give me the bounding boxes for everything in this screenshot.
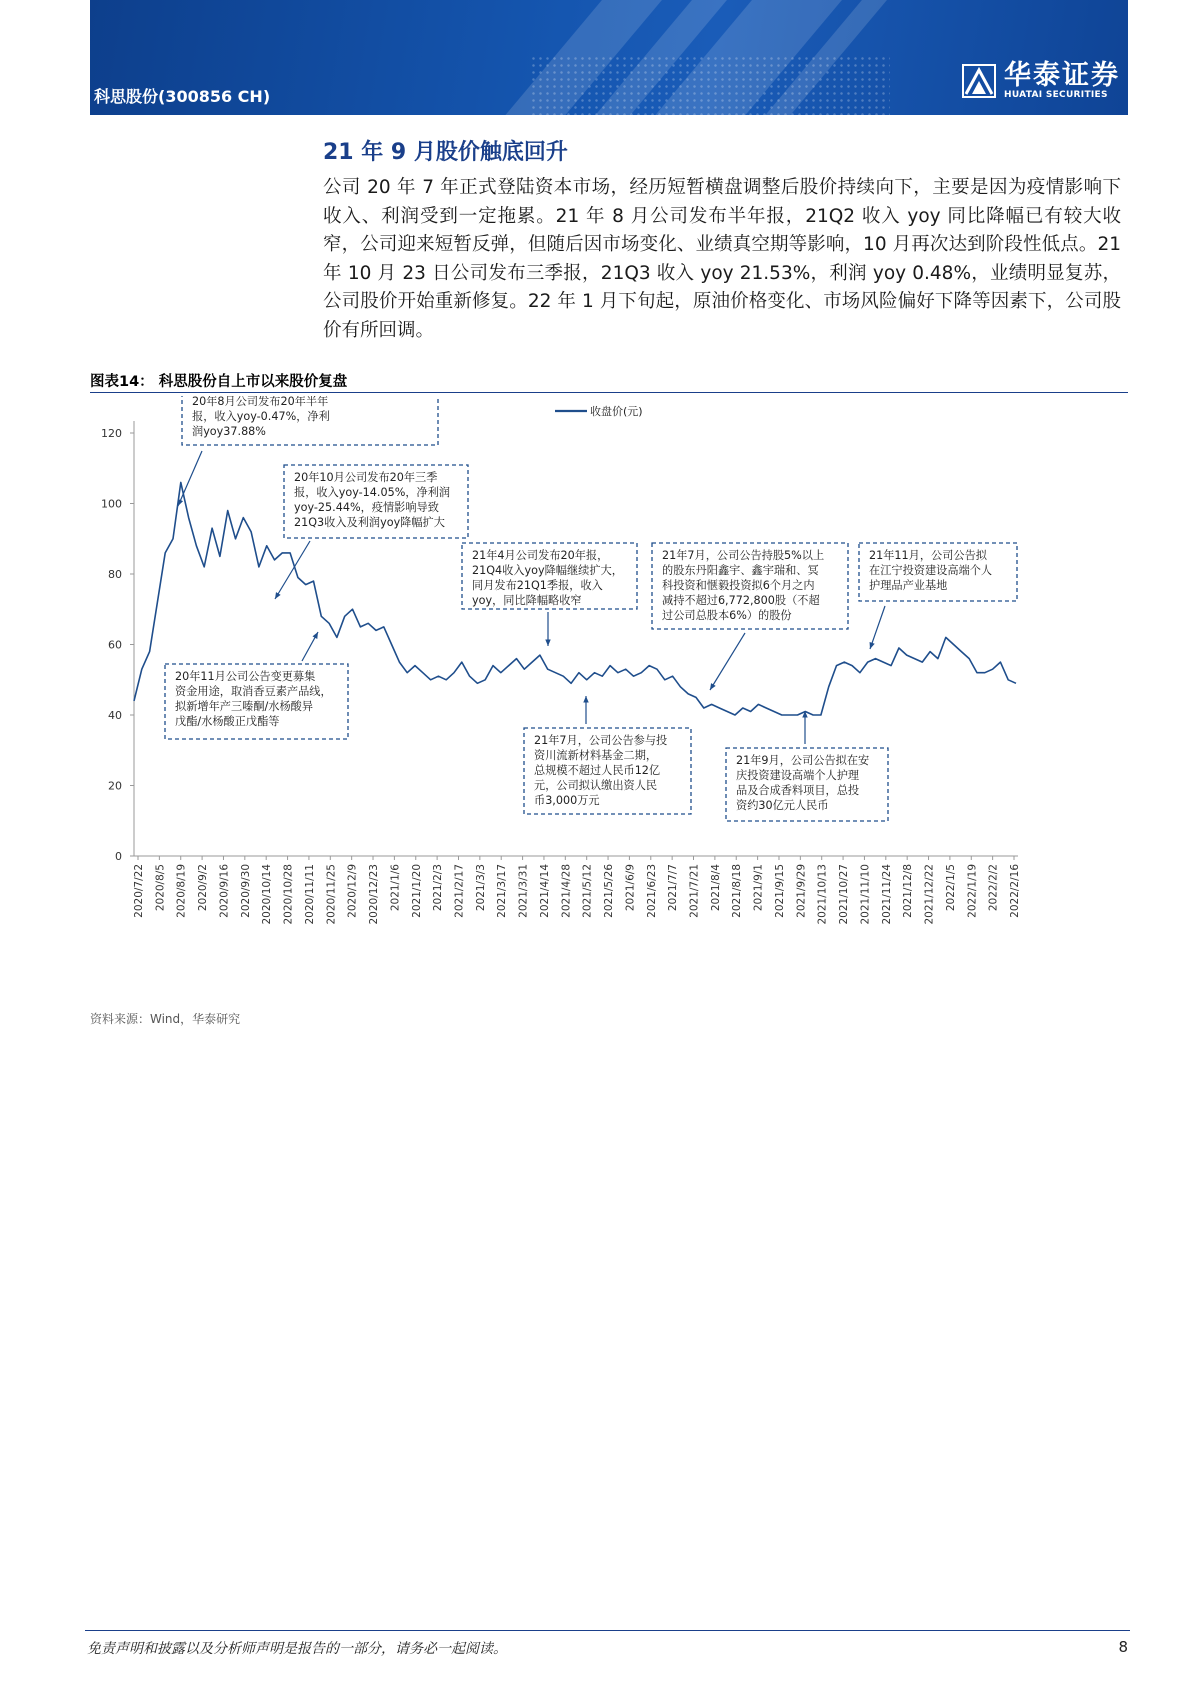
- annotation-text: 21Q3收入及利润yoy降幅扩大: [294, 516, 445, 529]
- y-tick-label: 20: [108, 779, 122, 793]
- annotation-text: 20年11月公司公告变更募集: [175, 670, 316, 683]
- annotation-text: 21年9月，公司公告拟在安: [736, 754, 870, 767]
- section-title: 21 年 9 月股价触底回升: [323, 140, 568, 165]
- annotation-text: 21年11月，公司公告拟: [869, 549, 987, 562]
- annotation-arrowhead: [545, 640, 550, 646]
- footer-disclaimer: 免责声明和披露以及分析师声明是报告的一部分，请务必一起阅读。: [87, 1641, 507, 1657]
- annotation-text: 科投资和惬毅投资拟6个月之内: [662, 579, 815, 592]
- page-number: 8: [1118, 1638, 1128, 1656]
- annotation-text: 过公司总股本6%）的股份: [662, 609, 792, 622]
- x-tick-label: 2021/9/29: [795, 864, 808, 918]
- x-tick-label: 2021/12/22: [923, 864, 936, 925]
- annotation-box: [859, 543, 1017, 649]
- x-tick-label: 2021/11/10: [859, 864, 872, 925]
- annotation-text: 资约30亿元人民币: [736, 799, 829, 812]
- logo-english: HUATAI SECURITIES: [1004, 90, 1108, 100]
- x-tick-label: 2021/10/27: [838, 864, 851, 925]
- x-tick-label: 2021/3/3: [474, 864, 487, 912]
- x-tick-label: 2022/2/16: [1009, 864, 1021, 918]
- annotation-text: 总规模不超过人民币12亿: [534, 764, 661, 777]
- x-tick-label: 2021/8/18: [731, 864, 744, 918]
- annotation-arrow: [710, 633, 745, 690]
- x-tick-label: 2021/7/7: [667, 864, 680, 912]
- x-tick-label: 2020/9/2: [197, 864, 210, 912]
- x-tick-label: 2021/5/12: [581, 864, 594, 918]
- annotation-text: 同月发布21Q1季报，收入: [472, 579, 603, 592]
- x-tick-label: 2021/1/20: [410, 864, 423, 918]
- x-tick-label: 2020/11/25: [325, 864, 338, 925]
- y-tick-label: 100: [101, 497, 122, 511]
- x-tick-label: 2021/7/21: [688, 864, 701, 918]
- x-tick-label: 2021/2/17: [453, 864, 466, 918]
- x-tick-label: 2020/8/19: [175, 864, 188, 918]
- annotation-box: [275, 465, 468, 599]
- x-tick-label: 2021/1/6: [389, 864, 402, 912]
- annotation-text: 的股东丹阳鑫宇、鑫宇瑞和、冥: [662, 564, 819, 577]
- x-tick-label: 2020/9/16: [218, 864, 231, 918]
- y-tick-label: 120: [101, 427, 122, 440]
- annotation-text: 20年10月公司发布20年三季: [294, 471, 438, 484]
- footer-rule: [85, 1630, 1130, 1631]
- annotation-box: [524, 696, 691, 814]
- logo-chinese: 华泰证券: [1004, 60, 1120, 91]
- annotation-text: 21Q4收入yoy降幅继续扩大，: [472, 564, 623, 577]
- x-tick-label: 2022/1/19: [966, 864, 979, 918]
- x-tick-label: 2021/9/15: [773, 864, 786, 918]
- x-tick-label: 2020/8/5: [154, 864, 167, 912]
- x-tick-label: 2021/3/31: [517, 864, 530, 918]
- annotation-text: 戊酯/水杨酸正戊酯等: [175, 715, 280, 728]
- figure-rule: [90, 392, 1128, 393]
- annotation-text: 报，收入yoy-0.47%，净利: [192, 410, 330, 423]
- x-tick-label: 2022/2/2: [987, 864, 1000, 912]
- annotation-text: 资金用途，取消香豆素产品线，: [175, 685, 332, 698]
- figure-title: 图表14： 科思股份自上市以来股价复盘: [90, 374, 348, 390]
- x-tick-label: 2021/4/14: [538, 864, 551, 918]
- huatai-logo: [962, 62, 1120, 100]
- x-tick-label: 2020/9/30: [239, 864, 252, 918]
- x-tick-label: 2021/11/24: [880, 864, 893, 925]
- x-tick-label: 2021/9/1: [752, 864, 765, 912]
- annotation-text: 拟新增年产三嗪酮/水杨酸异: [175, 700, 314, 713]
- annotation-arrow: [275, 541, 310, 599]
- annotation-text: yoy-25.44%，疫情影响导致: [294, 501, 439, 514]
- x-tick-label: 2022/1/5: [944, 864, 957, 912]
- y-tick-label: 60: [108, 638, 122, 652]
- x-tick-label: 2020/11/11: [303, 864, 316, 925]
- page-header: [90, 0, 1128, 115]
- x-tick-label: 2021/6/9: [624, 864, 637, 912]
- annotation-text: 减持不超过6,772,800股（不超: [662, 594, 820, 607]
- x-tick-label: 2020/12/23: [368, 864, 381, 925]
- x-tick-label: 2021/5/26: [603, 864, 616, 918]
- annotation-text: 在江宁投资建设高端个人: [869, 564, 993, 577]
- annotation-arrowhead: [710, 683, 716, 690]
- annotation-box: [652, 543, 848, 690]
- annotation-arrow: [870, 606, 885, 649]
- x-tick-label: 2021/8/4: [709, 864, 722, 912]
- x-tick-label: 2020/10/28: [282, 864, 295, 925]
- x-tick-label: 2021/6/23: [645, 864, 658, 918]
- annotation-text: 21年4月公司发布20年报，: [472, 549, 609, 562]
- annotation-text: 币3,000万元: [534, 794, 600, 807]
- y-tick-label: 40: [108, 709, 122, 722]
- figure-source: 资料来源：Wind，华泰研究: [90, 1012, 241, 1026]
- annotation-text: 21年7月，公司公告持股5%以上: [662, 549, 825, 562]
- chart-annotations: [165, 396, 1017, 821]
- annotation-text: 润yoy37.88%: [192, 425, 266, 438]
- annotation-text: 资川流新材料基金二期，: [534, 749, 658, 762]
- y-tick-label: 0: [115, 850, 122, 863]
- document-code: 科思股份(300856 CH): [94, 87, 271, 106]
- annotation-text: 元，公司拟认缴出资人民: [534, 779, 658, 792]
- annotation-box: [726, 711, 888, 821]
- annotation-text: 报，收入yoy-14.05%，净利润: [294, 486, 451, 499]
- x-tick-label: 2020/12/9: [346, 864, 359, 918]
- annotation-text: 20年8月公司发布20年半年: [192, 396, 329, 408]
- annotation-text: 21年7月，公司公告参与投: [534, 734, 668, 747]
- huatai-logo-icon: [962, 64, 996, 98]
- annotation-arrow: [178, 451, 202, 506]
- annotation-text: yoy，同比降幅略收窄: [472, 594, 582, 607]
- x-tick-label: 2020/7/22: [133, 864, 145, 918]
- annotation-arrowhead: [583, 696, 588, 702]
- x-tick-label: 2021/10/13: [816, 864, 829, 925]
- annotation-box: [462, 543, 637, 646]
- price-chart: [90, 396, 1128, 1006]
- x-tick-label: 2020/10/14: [261, 864, 274, 925]
- x-tick-label: 2021/4/28: [560, 864, 573, 918]
- annotation-box: [165, 632, 348, 739]
- annotation-text: 庆投资建设高端个人护理: [736, 769, 860, 782]
- y-tick-label: 80: [108, 568, 122, 581]
- x-tick-label: 2021/12/8: [902, 864, 915, 918]
- legend-label: 收盘价(元): [590, 405, 643, 418]
- x-tick-label: 2021/3/17: [496, 864, 509, 918]
- annotation-text: 护理品产业基地: [869, 579, 948, 592]
- body-paragraph: 公司 20 年 7 年正式登陆资本市场，经历短暂横盘调整后股价持续向下，主要是因为疫情影响下收入、利润受到一定拖累。21 年 8 月公司发布半年报，21Q2 收入 yoy 同比降幅已有较大收窄，公司迎来短暂反弹，但随后因市场变化、业绩真空期等影响，10 月再次达到阶段性低点。21 年 10 月 23 日公司发布三季报，21Q3 收入 yoy 21.53%，利润 yoy 0.48%，业绩明显复苏，公司股价开始重新修复。22 年 1 月下旬起，原油价格变化、市场风险偏好下降等因素下，公司股价有所回调。: [323, 177, 1121, 341]
- annotation-arrowhead: [275, 592, 281, 599]
- chart-legend: [555, 404, 643, 418]
- x-tick-label: 2021/2/3: [432, 864, 445, 912]
- annotation-text: 品及合成香料项目，总投: [736, 784, 860, 797]
- annotation-arrowhead: [870, 642, 875, 649]
